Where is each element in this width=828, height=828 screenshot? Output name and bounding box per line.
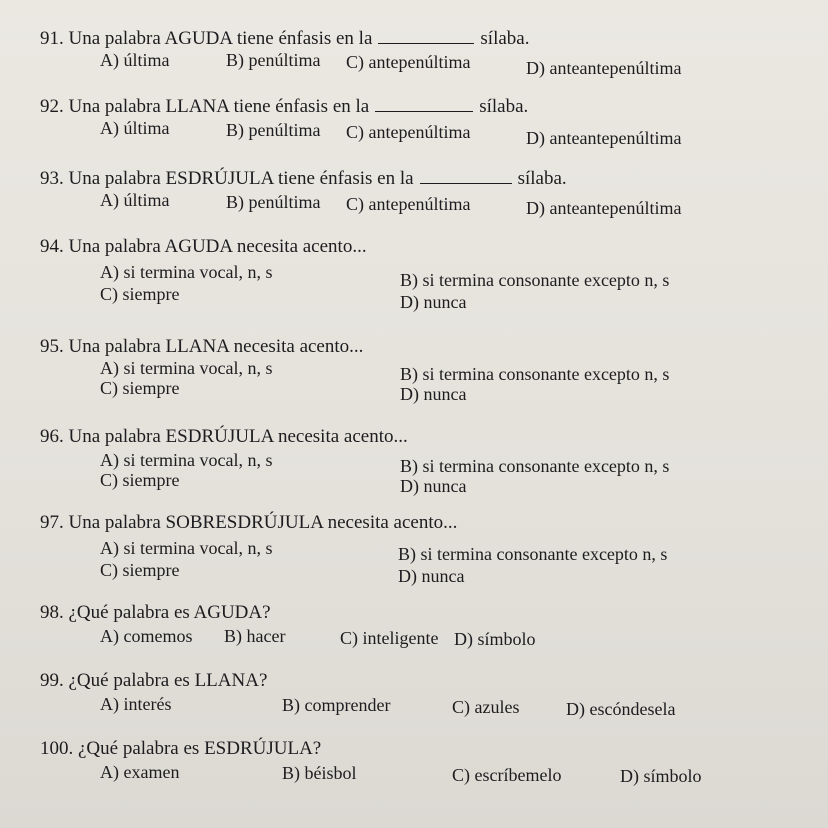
- question-text: [40, 738, 321, 760]
- question-text: [40, 512, 457, 534]
- question-number: 93.: [40, 168, 64, 189]
- option-a: A) si termina vocal, n, s: [100, 538, 273, 558]
- question-stem: Una palabra AGUDA tiene énfasis en la: [68, 28, 373, 49]
- option-d: D) anteantepenúltima: [526, 128, 682, 148]
- question-stem: Una palabra ESDRÚJULA necesita acento...: [68, 426, 408, 447]
- option-b: B) si termina consonante excepto n, s: [400, 364, 670, 384]
- question-number: 91.: [40, 28, 64, 49]
- option-a: A) si termina vocal, n, s: [100, 358, 273, 378]
- option-c: C) antepenúltima: [346, 122, 471, 142]
- question-number: 96.: [40, 426, 64, 447]
- option-c: C) siempre: [100, 560, 180, 580]
- option-d: D) anteantepenúltima: [526, 198, 682, 218]
- option-a: A) comemos: [100, 626, 193, 646]
- option-c: C) antepenúltima: [346, 52, 471, 72]
- question-text: [40, 28, 529, 50]
- question-number: 98.: [40, 602, 64, 623]
- question-stem: Una palabra ESDRÚJULA tiene énfasis en la: [68, 168, 414, 189]
- option-a: A) última: [100, 50, 170, 70]
- question-stem: Una palabra LLANA tiene énfasis en la: [68, 96, 370, 117]
- option-d: D) nunca: [400, 292, 467, 312]
- option-b: B) si termina consonante excepto n, s: [400, 456, 670, 476]
- question-stem: ¿Qué palabra es ESDRÚJULA?: [78, 738, 322, 759]
- question-text: [40, 602, 271, 624]
- option-d: D) símbolo: [620, 766, 702, 786]
- option-a: A) examen: [100, 762, 180, 782]
- option-c: C) antepenúltima: [346, 194, 471, 214]
- option-d: D) nunca: [400, 476, 467, 496]
- question-text: [40, 426, 408, 448]
- question-number: 94.: [40, 236, 64, 257]
- option-b: B) comprender: [282, 695, 391, 715]
- option-d: D) nunca: [398, 566, 465, 586]
- option-d: D) símbolo: [454, 629, 536, 649]
- option-a: A) interés: [100, 694, 172, 714]
- option-d: D) anteantepenúltima: [526, 58, 682, 78]
- option-a: A) última: [100, 118, 170, 138]
- option-c: C) azules: [452, 697, 520, 717]
- question-stem: Una palabra LLANA necesita acento...: [68, 336, 364, 357]
- option-a: A) si termina vocal, n, s: [100, 262, 273, 282]
- question-text: [40, 670, 267, 692]
- option-c: C) siempre: [100, 378, 180, 398]
- question-text: [40, 168, 567, 190]
- option-b: B) si termina consonante excepto n, s: [400, 270, 670, 290]
- question-stem: ¿Qué palabra es AGUDA?: [68, 602, 271, 623]
- option-b: B) penúltima: [226, 50, 321, 70]
- question-stem: Una palabra SOBRESDRÚJULA necesita acento...: [68, 512, 458, 533]
- option-d: D) escóndesela: [566, 699, 676, 719]
- option-c: C) escríbemelo: [452, 765, 562, 785]
- question-stem-end: sílaba.: [517, 168, 567, 189]
- option-b: B) béisbol: [282, 763, 357, 783]
- question-number: 95.: [40, 336, 64, 357]
- question-number: 97.: [40, 512, 64, 533]
- option-a: A) última: [100, 190, 170, 210]
- option-c: C) siempre: [100, 470, 180, 490]
- question-text: [40, 236, 367, 258]
- question-text: [40, 96, 528, 118]
- question-stem-end: sílaba.: [480, 28, 530, 49]
- option-c: C) inteligente: [340, 628, 439, 648]
- option-b: B) penúltima: [226, 192, 321, 212]
- question-text: [40, 336, 363, 358]
- option-b: B) si termina consonante excepto n, s: [398, 544, 668, 564]
- question-number: 99.: [40, 670, 64, 691]
- question-number: 92.: [40, 96, 64, 117]
- option-a: A) si termina vocal, n, s: [100, 450, 273, 470]
- option-d: D) nunca: [400, 384, 467, 404]
- question-number: 100.: [40, 738, 74, 759]
- answer-blank: [375, 97, 473, 112]
- option-b: B) hacer: [224, 626, 286, 646]
- question-stem: ¿Qué palabra es LLANA?: [68, 670, 268, 691]
- question-stem-end: sílaba.: [479, 96, 529, 117]
- answer-blank: [378, 29, 474, 44]
- answer-blank: [420, 169, 512, 184]
- option-b: B) penúltima: [226, 120, 321, 140]
- option-c: C) siempre: [100, 284, 180, 304]
- question-stem: Una palabra AGUDA necesita acento...: [68, 236, 367, 257]
